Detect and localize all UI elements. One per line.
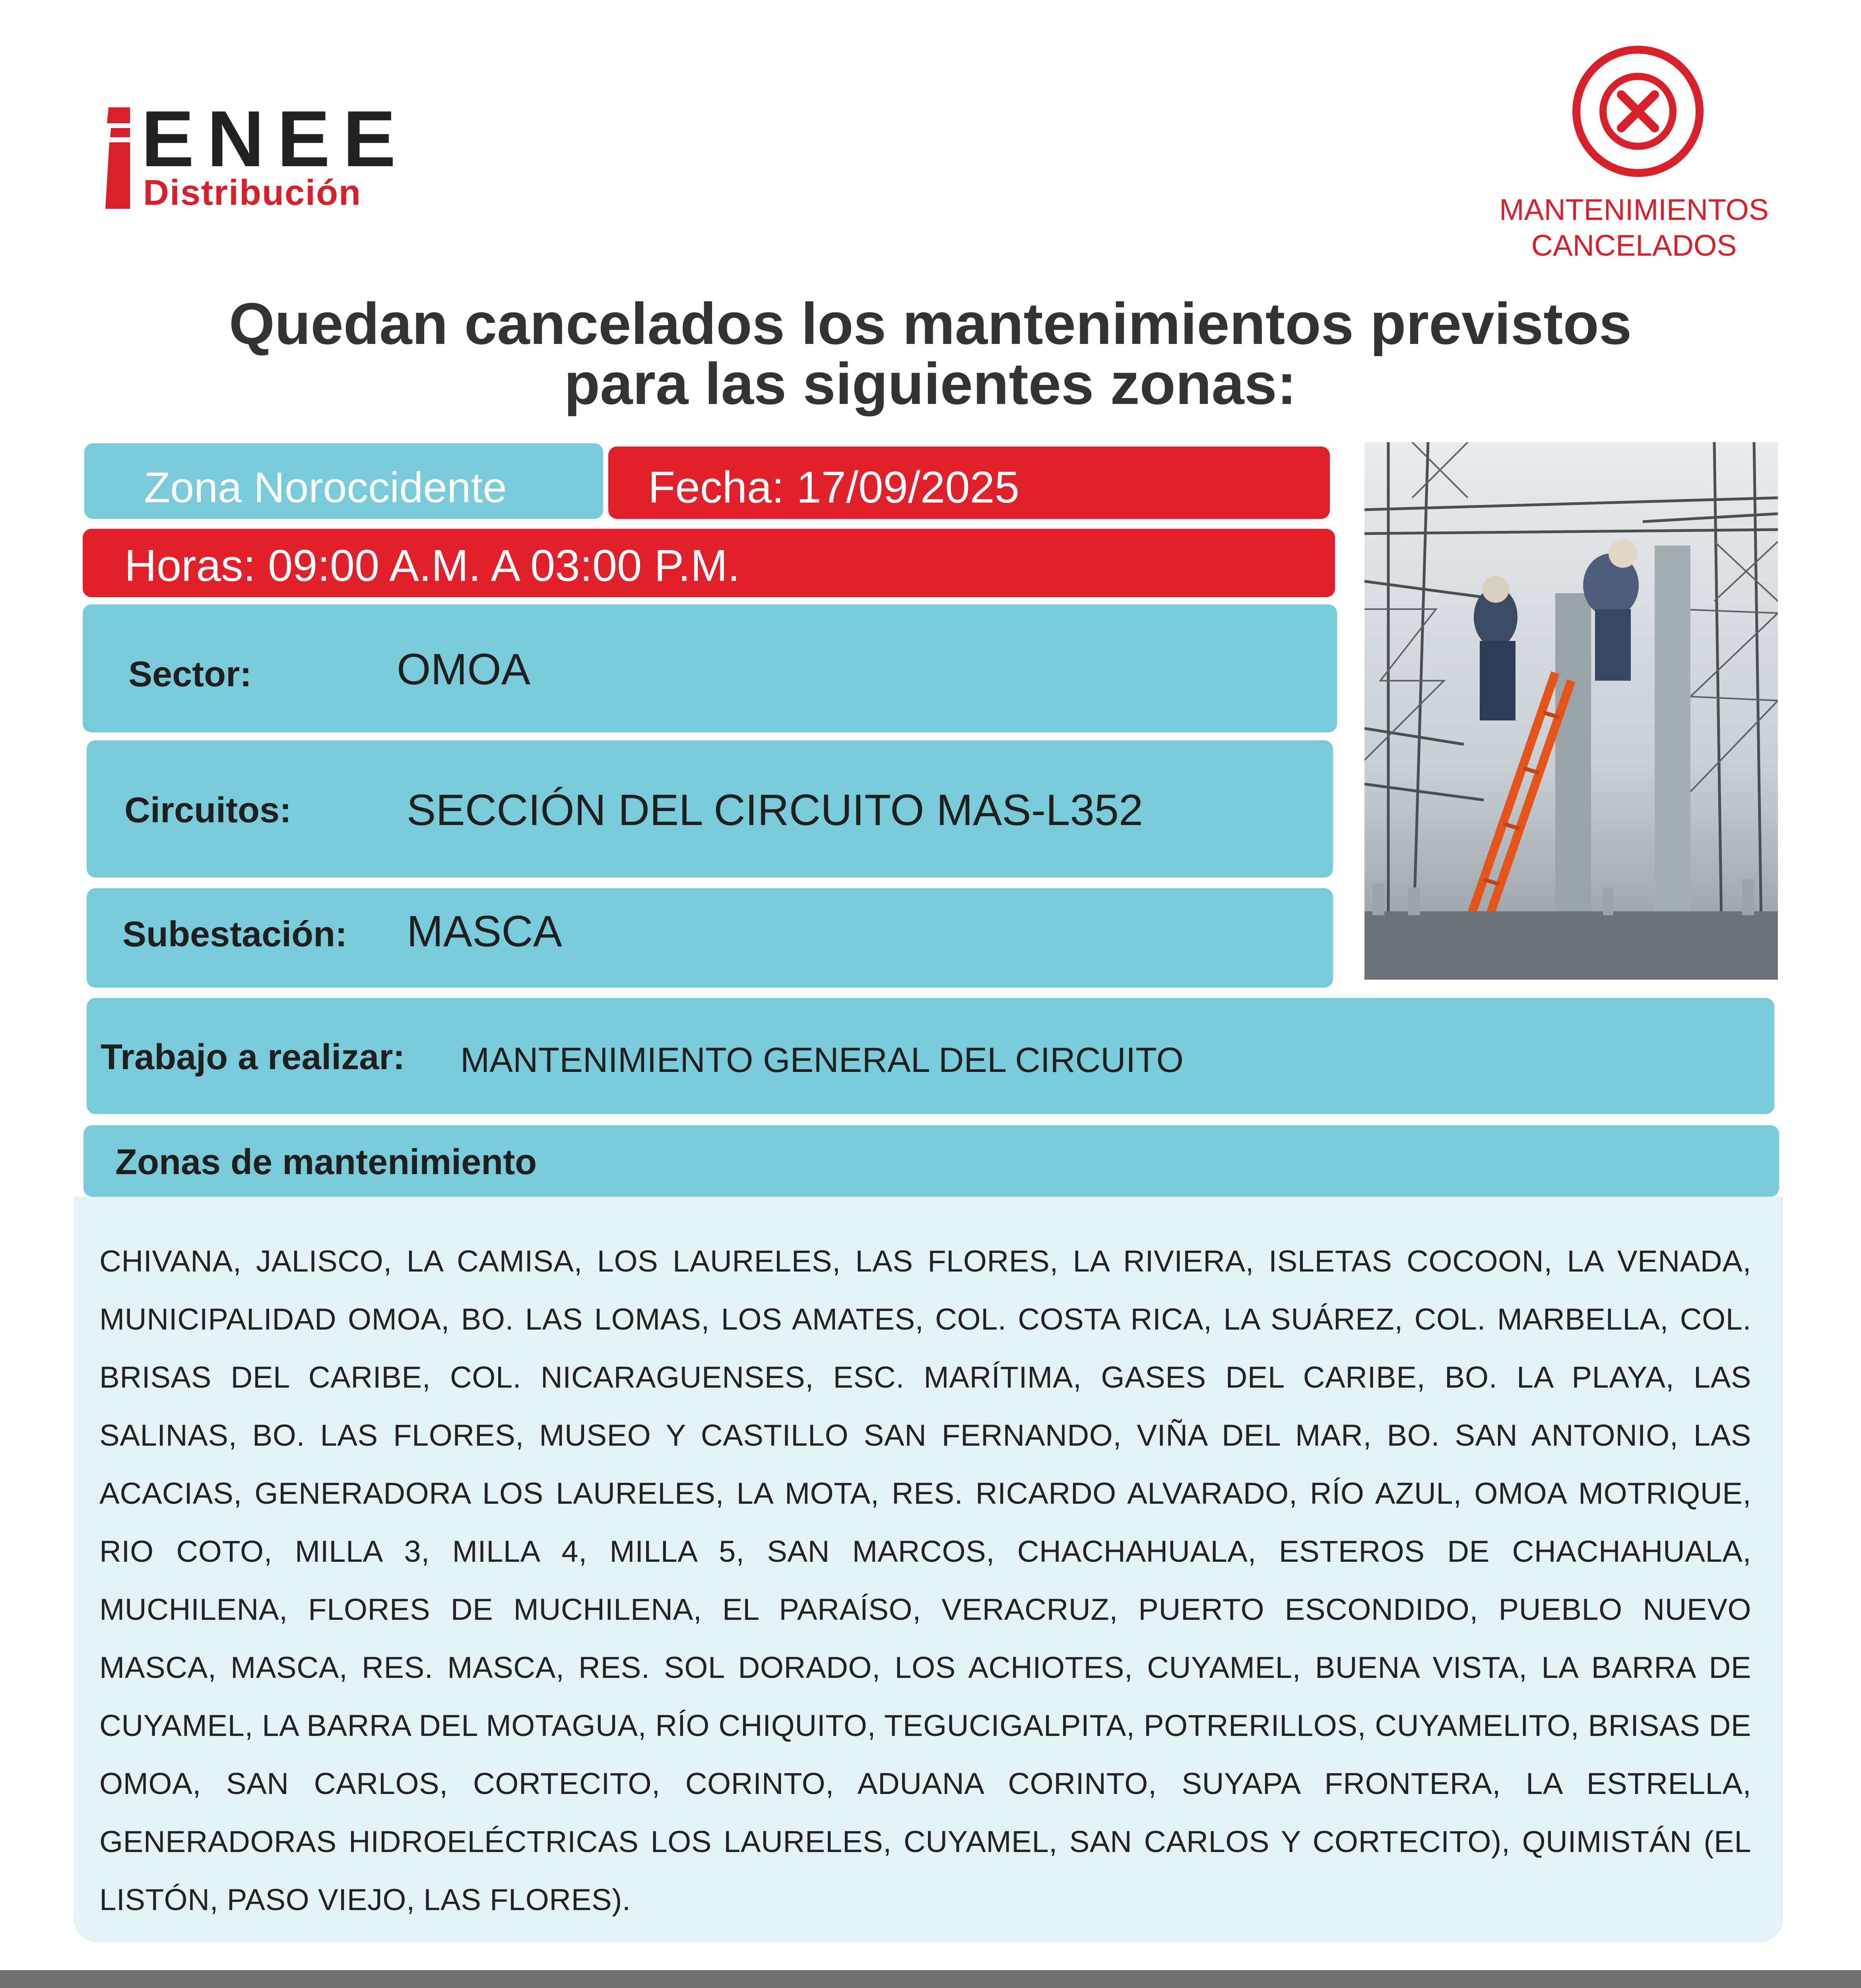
trabajo-value: MANTENIMIENTO GENERAL DEL CIRCUITO: [460, 1040, 1184, 1079]
horas-label: Horas: 09:00 A.M. A 03:00 P.M.: [124, 541, 740, 590]
sector-label: Sector:: [128, 654, 252, 694]
subestacion-value: MASCA: [407, 907, 563, 956]
subestacion-label: Subestación:: [122, 914, 347, 954]
subestacion-box: [87, 888, 1333, 988]
cancel-x-icon: [1570, 44, 1706, 179]
zona-box: [84, 443, 603, 519]
headline-line-2: para las siguientes zonas:: [564, 351, 1297, 417]
horas-box: [83, 529, 1335, 597]
trabajo-label: Trabajo a realizar:: [101, 1037, 405, 1077]
sector-value: OMOA: [397, 645, 531, 694]
logo-wordmark: ENEE: [141, 95, 409, 183]
headline-line-1: Quedan cancelados los mantenimientos previstos: [229, 291, 1632, 357]
cancelled-badge: [1479, 44, 1789, 266]
zonas-header: [83, 1125, 1779, 1197]
badge-line-2: CANCELADOS: [1531, 229, 1737, 262]
enee-logo: [105, 95, 455, 219]
badge-line-1: MANTENIMIENTOS: [1499, 193, 1769, 226]
sector-box: [83, 604, 1337, 732]
headline: [80, 291, 1781, 417]
workers-substation-photo: [1364, 442, 1778, 980]
zonas-title: Zonas de mantenimiento: [115, 1142, 537, 1182]
zonas-panel: [74, 1197, 1783, 1942]
trabajo-box: [87, 998, 1774, 1114]
substation-photo-illustration: [1364, 442, 1778, 980]
circuitos-box: [87, 740, 1333, 878]
logo-mark-icon: [105, 107, 130, 209]
zona-label: Zona Noroccidente: [144, 463, 507, 511]
circuitos-label: Circuitos:: [124, 790, 292, 830]
footer: [0, 1970, 1861, 1988]
fecha-label: Fecha: 17/09/2025: [648, 462, 1020, 512]
zonas-list: CHIVANA, JALISCO, LA CAMISA, LOS LAURELES, LAS FLORES, LA RIVIERA, ISLETAS COCOON, LA VENADA, MUNICIPALIDAD OMOA, BO. LAS LOMAS, LOS AMATES, COL. COSTA RICA, LA SUÁREZ, COL. MARBELLA, COL. BRISAS DEL CARIBE, COL. NICARAGUENSES, ESC. MARÍTIMA, GASES DEL CARIBE, BO. LA PLAYA, LAS SALINAS, BO. LAS FLORES, MUSEO Y CASTILLO SAN FERNANDO, VIÑA DEL MAR, BO. SAN ANTONIO, LAS ACACIAS, GENERADORA LOS LAURELES, LA MOTA, RES. RICARDO ALVARADO, RÍO AZUL, OMOA MOTRIQUE, RIO COTO, MILLA 3, MILLA 4, MILLA 5, SAN MARCOS, CHACHAHUALA, ESTEROS DE CHACHAHUALA, MUCHILENA, FLORES DE MUCHILENA, EL PARAÍSO, VERACRUZ, PUERTO ESCONDIDO, PUEBLO NUEVO MASCA, MASCA, RES. MASCA, RES. SOL DORADO, LOS ACHIOTES, CUYAMEL, BUENA VISTA, LA BARRA DE CUYAMEL, LA BARRA DEL MOTAGUA, RÍO CHIQUITO, TEGUCIGALPITA, POTRERILLOS, CUYAMELITO, BRISAS DE OMOA, SAN CARLOS, CORTECITO, CORINTO, ADUANA CORINTO, SUYAPA FRONTERA, LA ESTRELLA, GENERADORAS HIDROELÉCTRICAS LOS LAURELES, CUYAMEL, SAN CARLOS Y CORTECITO), QUIMISTÁN (EL LISTÓN, PASO VIEJO, LAS FLORES).: [99, 1244, 1751, 1917]
circuitos-value: SECCIÓN DEL CIRCUITO MAS-L352: [407, 786, 1143, 835]
logo-division: Distribución: [143, 173, 362, 213]
fecha-box: [608, 447, 1330, 519]
